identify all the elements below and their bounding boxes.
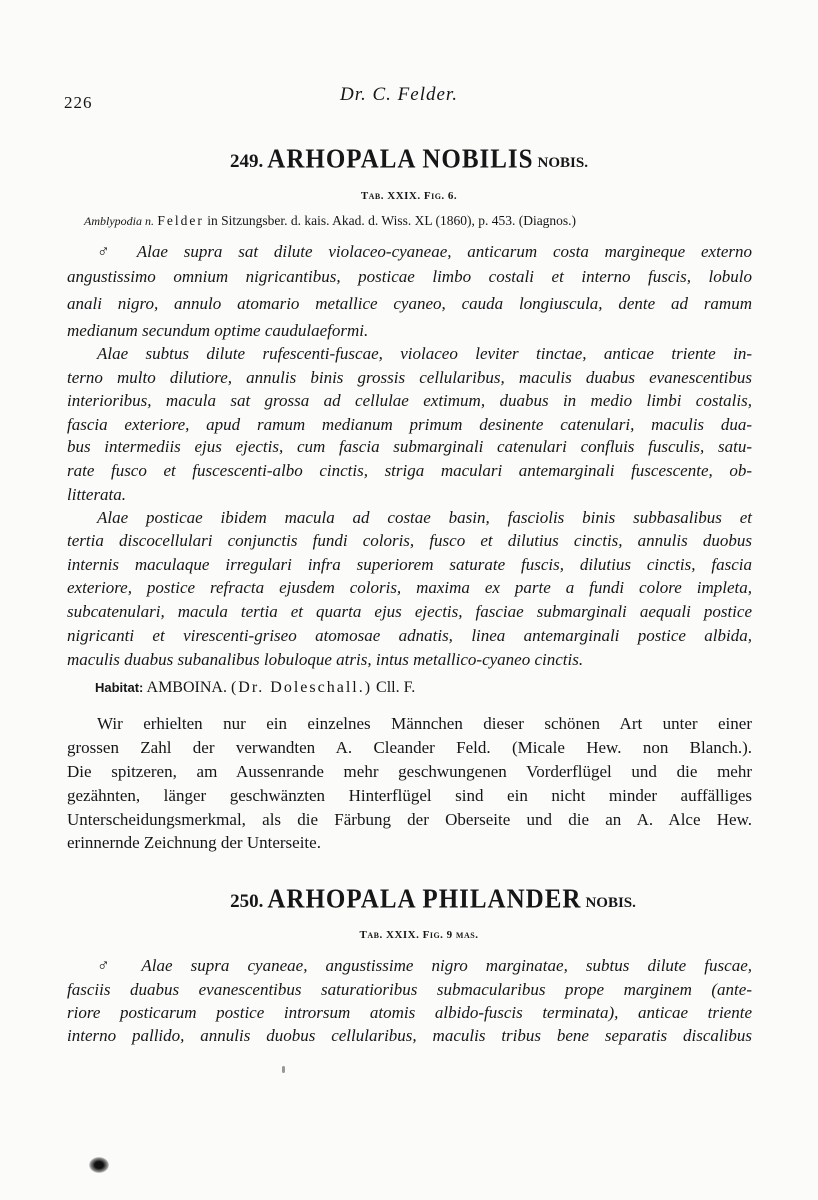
plate-reference: Tab. XXIX. Fig. 9 mas. [359,929,479,941]
text-line: medianum secundum optime caudulaeformi. [67,321,369,340]
text-line: riore posticarum postice introrsum atomis albido-fuscis terminata), anticae triente [67,1003,752,1022]
text-line: fasciis duabus evanescentibus saturatioribus submacularibus prope marginem (ante- [67,980,752,999]
reference-genus: Amblypodia n. [84,214,154,228]
text-line: Unterscheidungsmerkmal, als die Färbung der Oberseite und die an A. Alce Hew. [67,810,752,829]
text-line: internis maculaque irregulari infra superiorem saturate fuscis, dilutius cinctis, fascia [67,555,752,574]
text-line: gezähnten, länger geschwänzten Hinterflügel sind ein nicht minder auffälliges [67,786,752,805]
page-number: 226 [64,93,93,112]
text-line: interno pallido, annulis duobus cellularibus, maculis tribus bene separatis discalibus [67,1026,752,1045]
species-heading-249 [0,146,818,174]
ink-blot [89,1157,109,1173]
plate-reference: Tab. XXIX. Fig. 6. [360,190,458,202]
species-author: NOBIS. [585,895,636,911]
text-line: interioribus, macula sat grossa ad cellulae extimum, duabus in medio limbi costalis, [67,391,752,410]
text-line: grossen Zahl der verwandten A. Cleander Feld. (Micale Hew. non Blanch.). [67,738,752,757]
habitat-locality: AMBOINA. [146,679,227,696]
species-name: ARHOPALA PHILANDER [267,884,582,915]
text-line: Alae subtus dilute rufescenti-fuscae, violaceo leviter tinctae, anticae triente in- [97,344,752,363]
text-line: terno multo dilutiore, annulis binis grossis cellularibus, maculis duabus evanescentibus [67,368,752,387]
text-line: anali nigro, annulo atomario metallice cyaneo, cauda longiuscula, dente ad ramum [67,294,752,313]
text-line: ♂ Alae supra cyaneae, angustissime nigro marginatae, subtus dilute fuscae, [97,956,752,975]
text-line: Die spitzeren, am Aussenrande mehr geschwungenen Vorderflügel und die mehr [67,762,752,781]
species-name: ARHOPALA NOBILIS [267,144,534,175]
habitat-collector: (Dr. Doleschall.) [230,679,373,696]
text-line: fascia exteriore, apud ramum medianum primum desinente catenulari, maculis dua- [67,415,752,434]
habitat-label: Habitat: [95,680,144,695]
reference-source: in Sitzungsber. d. kais. Akad. d. Wiss. XL (1860), p. 453. (Diagnos.) [207,213,577,228]
literature-reference [84,213,576,229]
text-line: subcatenulari, macula tertia et quarta ejus ejectis, fasciae submarginali aequali postice [67,602,752,621]
species-number: 250. [230,891,264,912]
text-line: ♂ Alae supra sat dilute violaceo-cyaneae, anticarum costa margineque externo [97,242,752,261]
reference-author: Felder [157,213,204,228]
species-author: NOBIS. [537,155,588,171]
running-head: Dr. C. Felder. [340,84,458,105]
habitat-line [95,679,415,697]
text-line: erinnernde Zeichnung der Unterseite. [67,833,321,852]
species-heading-250 [24,886,818,914]
text-line: litterata. [67,485,127,504]
text-line: tertia discocellulari conjunctis fundi coloris, fusco et dilutius cinctis, annulis duobus [67,531,752,550]
paper-speck [282,1066,285,1073]
text-line: angustissimo omnium nigricantibus, posticae limbo costali et interno fuscis, lobulo [67,267,752,286]
text-line: exteriore, postice refracta ejusdem coloris, maxima ex parte a fundi colore impleta, [67,578,752,597]
species-number: 249. [230,151,264,172]
habitat-collection: Cll. F. [376,679,416,696]
text-line: bus intermediis ejus ejectis, cum fascia submarginali catenulari confluis fusculis, satu- [67,437,752,456]
text-line: Wir erhielten nur ein einzelnes Männchen dieser schönen Art unter einer [97,714,752,733]
text-line: rate fusco et fuscescenti-albo cinctis, striga maculari antemarginali fuscescente, ob- [67,461,752,480]
text-line: Alae posticae ibidem macula ad costae basin, fasciolis binis subbasalibus et [97,508,752,527]
text-line: nigricanti et virescenti-griseo atomosae adnatis, linea antemarginali postice albida, [67,626,752,645]
text-line: maculis duabus subanalibus lobuloque atris, intus metallico-cyaneo cinctis. [67,650,584,669]
